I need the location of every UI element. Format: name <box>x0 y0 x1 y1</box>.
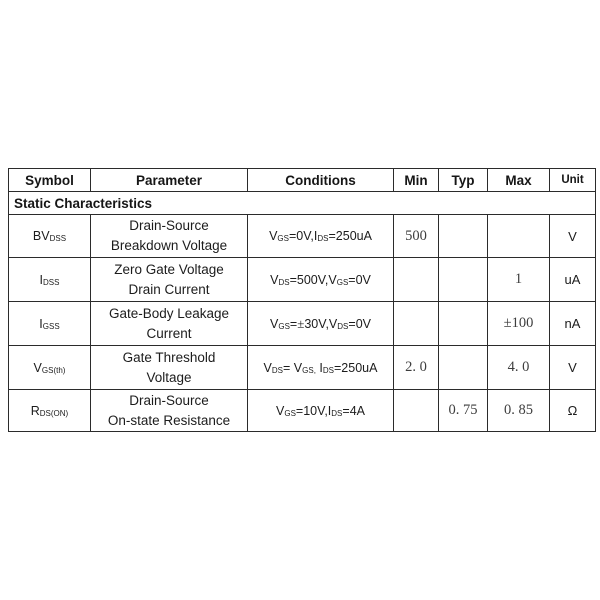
max-cell: 0. 85 <box>488 390 550 432</box>
col-header-unit: Unit <box>550 169 596 192</box>
symbol-cell <box>9 215 91 258</box>
conditions-cell: VGS=0V,IDS=250uA <box>248 215 394 258</box>
parameter-line: Gate Threshold <box>122 349 216 365</box>
symbol-subscript: GSS <box>42 321 60 331</box>
parameter-line: Drain Current <box>128 281 210 297</box>
typ-cell <box>439 302 488 346</box>
section-title: Static Characteristics <box>9 192 596 215</box>
symbol-base: I <box>39 272 44 287</box>
min-cell <box>394 302 439 346</box>
min-cell: 500 <box>394 215 439 258</box>
parameter-cell <box>91 302 248 346</box>
symbol-base: R <box>30 403 40 418</box>
section-header-row <box>9 192 596 215</box>
symbol-subscript: GS(th) <box>41 365 66 375</box>
table-row <box>9 258 596 302</box>
col-header-parameter: Parameter <box>91 169 248 192</box>
symbol-cell <box>9 390 91 432</box>
conditions-cell: VDS=500V,VGS=0V <box>248 258 394 302</box>
symbol-base: V <box>33 360 42 375</box>
symbol-subscript: DSS <box>49 234 67 243</box>
typ-cell: 0. 75 <box>439 390 488 432</box>
static-characteristics-table <box>8 168 596 432</box>
max-cell: ±100 <box>488 302 550 346</box>
parameter-cell <box>91 390 248 432</box>
parameter-line: Drain-Source <box>129 218 209 233</box>
typ-cell <box>439 215 488 258</box>
symbol-base: I <box>39 316 43 331</box>
max-cell: 4. 0 <box>488 346 550 390</box>
min-cell <box>394 258 439 302</box>
conditions-cell: VGS=10V,IDS=4A <box>248 390 394 432</box>
table-row <box>9 302 596 346</box>
min-cell <box>394 390 439 432</box>
table-row <box>9 346 596 390</box>
parameter-line: On-state Resistance <box>107 412 231 428</box>
unit-cell: nA <box>550 302 596 346</box>
unit-cell: V <box>550 346 596 390</box>
parameter-cell <box>91 215 248 258</box>
symbol-cell <box>9 346 91 390</box>
parameter-line: Zero Gate Voltage <box>114 261 224 277</box>
col-header-min: Min <box>394 169 439 192</box>
unit-cell: V <box>550 215 596 258</box>
table-row <box>9 390 596 432</box>
parameter-line: Breakdown Voltage <box>110 238 228 253</box>
table-header-row <box>9 169 596 192</box>
conditions-cell: VGS=±30V,VDS=0V <box>248 302 394 346</box>
unit-cell: Ω <box>550 390 596 432</box>
parameter-line: Voltage <box>146 369 192 385</box>
col-header-conditions: Conditions <box>248 169 394 192</box>
conditions-cell: VDS= VGS, IDS=250uA <box>248 346 394 390</box>
parameter-line: Gate-Body Leakage <box>108 305 230 321</box>
max-cell: 1 <box>488 258 550 302</box>
symbol-cell <box>9 258 91 302</box>
parameter-line: Current <box>146 325 192 341</box>
unit-cell: uA <box>550 258 596 302</box>
col-header-typ: Typ <box>439 169 488 192</box>
plus-minus-sign: ± <box>297 315 305 331</box>
max-cell <box>488 215 550 258</box>
parameter-line: Drain-Source <box>129 392 209 408</box>
symbol-base: BV <box>32 229 50 243</box>
table-row <box>9 215 596 258</box>
parameter-cell <box>91 258 248 302</box>
typ-cell <box>439 346 488 390</box>
symbol-subscript: DSS <box>43 277 60 287</box>
parameter-cell <box>91 346 248 390</box>
symbol-cell <box>9 302 91 346</box>
col-header-max: Max <box>488 169 550 192</box>
col-header-symbol: Symbol <box>9 169 91 192</box>
typ-cell <box>439 258 488 302</box>
min-cell: 2. 0 <box>394 346 439 390</box>
symbol-subscript: DS(ON) <box>39 408 69 418</box>
